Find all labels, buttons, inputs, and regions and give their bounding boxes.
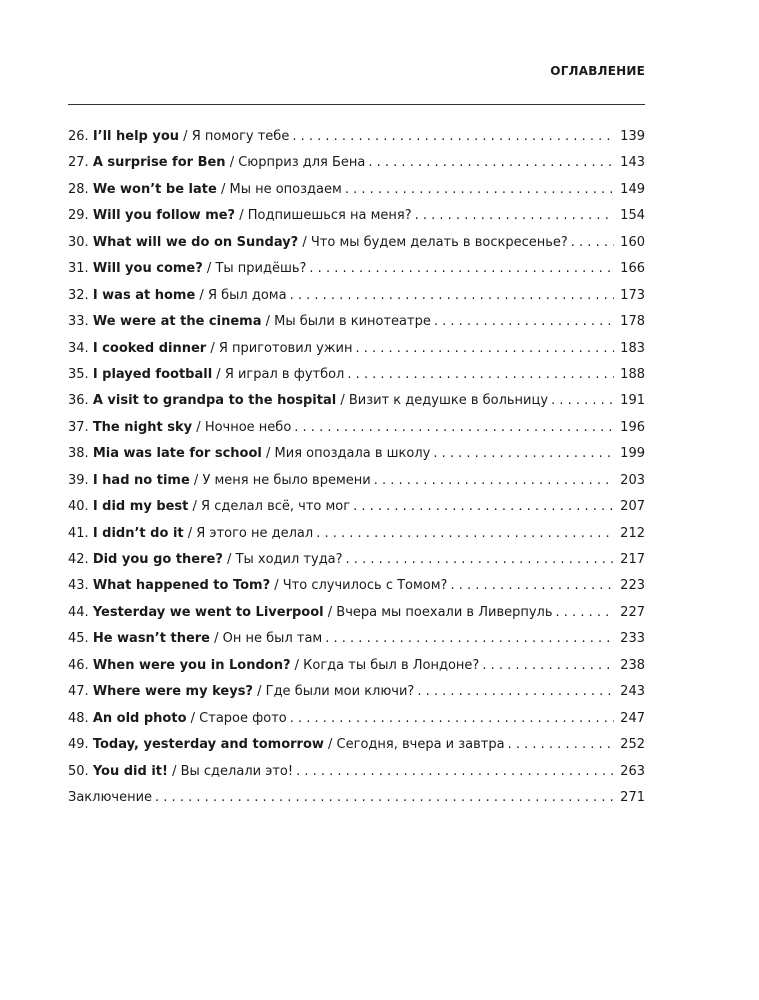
toc-entry-translation: Вы сделали это! bbox=[180, 763, 294, 779]
toc-entry-translation: Сегодня, вчера и завтра bbox=[336, 737, 505, 753]
toc-entry[interactable] bbox=[68, 444, 645, 470]
toc-entry-number: 45. bbox=[68, 631, 93, 647]
toc-entry-translation: Ночное небо bbox=[204, 419, 292, 435]
toc-entry[interactable] bbox=[68, 365, 645, 391]
toc-entry-number: 47. bbox=[68, 684, 93, 700]
toc-entry-number: 38. bbox=[68, 446, 93, 462]
toc-entry-page: 149 bbox=[620, 181, 645, 197]
toc-entry-separator: / bbox=[323, 737, 337, 753]
toc-entry-text bbox=[68, 127, 289, 147]
toc-entry-number: 31. bbox=[68, 261, 93, 277]
toc-entry-separator: / bbox=[195, 287, 208, 303]
toc-entry-page: 247 bbox=[620, 710, 645, 726]
toc-entry-translation: Где были мои ключи? bbox=[265, 684, 415, 700]
toc-entry-separator: / bbox=[179, 129, 192, 144]
toc-entry-translation: Вчера мы поехали в Ливерпуль bbox=[336, 604, 553, 620]
toc-entry-title: Will you come? bbox=[92, 261, 203, 277]
dot-leader bbox=[571, 233, 614, 253]
toc-entry-page: 223 bbox=[620, 578, 645, 594]
toc-entry-text bbox=[68, 391, 548, 411]
dot-leader bbox=[316, 524, 614, 544]
toc-entry-page: 263 bbox=[620, 763, 645, 779]
toc-entry-page: 243 bbox=[620, 684, 645, 700]
toc-entry-text bbox=[68, 286, 287, 306]
toc-entry-translation: Визит к дедушке в больницу bbox=[348, 393, 549, 409]
dot-leader bbox=[434, 312, 614, 332]
toc-entry-translation: Старое фото bbox=[199, 710, 287, 726]
toc-entry-number: 33. bbox=[68, 314, 93, 330]
toc-entry-translation: Когда ты был в Лондоне? bbox=[303, 657, 480, 673]
toc-entry-title: What will we do on Sunday? bbox=[92, 234, 299, 250]
toc-entry-separator: / bbox=[261, 446, 275, 462]
toc-entry-page: 191 bbox=[620, 393, 645, 409]
toc-entry-title: Today, yesterday and tomorrow bbox=[92, 737, 324, 753]
toc-entry-title: An old photo bbox=[92, 710, 187, 726]
toc-entry[interactable] bbox=[68, 180, 645, 206]
toc-entry-page: 238 bbox=[620, 657, 645, 673]
toc-entry-separator: / bbox=[186, 710, 200, 726]
toc-entry-title: When were you in London? bbox=[92, 657, 291, 673]
toc-entry-separator: / bbox=[202, 261, 216, 277]
toc-entry[interactable] bbox=[68, 497, 645, 523]
toc-entry-separator: / bbox=[167, 763, 181, 779]
toc-entry-separator: / bbox=[212, 366, 225, 382]
toc-entry-separator: / bbox=[261, 314, 275, 330]
toc-entry-number: 46. bbox=[68, 657, 93, 673]
toc-entry[interactable] bbox=[68, 709, 645, 735]
toc-entry-number: 36. bbox=[68, 393, 93, 409]
toc-entry-text bbox=[68, 339, 352, 359]
toc-entry-text bbox=[68, 788, 152, 808]
toc-entry-translation: У меня не было времени bbox=[202, 472, 371, 488]
toc-entry[interactable] bbox=[68, 682, 645, 708]
toc-entry-text bbox=[68, 153, 365, 173]
toc-entry[interactable] bbox=[68, 286, 645, 312]
toc-entry-page: 183 bbox=[620, 340, 645, 356]
toc-entry[interactable] bbox=[68, 471, 645, 497]
toc-entry-title: We were at the cinema bbox=[92, 314, 262, 330]
toc-entry-text bbox=[68, 682, 414, 702]
dot-leader bbox=[309, 259, 614, 279]
toc-entry-number: 50. bbox=[68, 763, 93, 779]
toc-entry-separator: / bbox=[188, 499, 202, 515]
toc-entry-text bbox=[68, 471, 371, 491]
toc-entry[interactable] bbox=[68, 391, 645, 417]
toc-entry[interactable] bbox=[68, 629, 645, 655]
dot-leader bbox=[355, 339, 614, 359]
toc-entry-translation: Я приготовил ужин bbox=[218, 340, 353, 356]
toc-entry-title: I did my best bbox=[92, 499, 189, 515]
toc-entry-translation: Сюрприз для Бена bbox=[238, 155, 366, 171]
toc-entry-text bbox=[68, 206, 412, 226]
toc-entry-text bbox=[68, 418, 291, 438]
toc-entry-text bbox=[68, 312, 431, 332]
toc-entry-number: 35. bbox=[68, 366, 93, 382]
toc-entry-page: 217 bbox=[620, 552, 645, 567]
toc-entry-number: 39. bbox=[68, 472, 93, 488]
toc-entry-title: Where were my keys? bbox=[92, 684, 253, 700]
dot-leader bbox=[294, 418, 614, 438]
dot-leader bbox=[374, 471, 614, 491]
toc-entry-translation: Что случилось с Томом? bbox=[282, 578, 448, 594]
toc-entry-title: Did you go there? bbox=[92, 552, 223, 567]
toc-entry-title: A visit to grandpa to the hospital bbox=[92, 393, 337, 409]
toc-entry-translation: Что мы будем делать в воскресенье? bbox=[310, 234, 568, 250]
header-rule bbox=[68, 104, 645, 105]
dot-leader bbox=[551, 391, 614, 411]
dot-leader bbox=[347, 365, 614, 385]
dot-leader bbox=[556, 603, 615, 623]
dot-leader bbox=[346, 550, 615, 570]
toc-entry-page: 252 bbox=[620, 737, 645, 753]
toc-entry-title: Yesterday we went to Liverpool bbox=[92, 604, 324, 620]
toc-entry-page: 199 bbox=[620, 446, 645, 462]
toc-entry-title: What happened to Tom? bbox=[92, 578, 271, 594]
toc-entry-page: 160 bbox=[620, 234, 645, 250]
toc-entry-separator: / bbox=[290, 657, 304, 673]
toc-entry[interactable] bbox=[68, 418, 645, 444]
dot-leader bbox=[415, 206, 615, 226]
toc-entry-text bbox=[68, 550, 343, 570]
toc-entry[interactable] bbox=[68, 206, 645, 232]
toc-entry-title: He wasn’t there bbox=[92, 631, 211, 647]
toc-entry-text bbox=[68, 735, 505, 755]
toc-entry[interactable] bbox=[68, 339, 645, 365]
toc-entry-number: 43. bbox=[68, 578, 93, 594]
toc-entry-page: 212 bbox=[620, 525, 645, 541]
toc-entry-title: I had no time bbox=[92, 472, 190, 488]
toc-entry-translation: Заключение bbox=[68, 789, 153, 805]
toc-entry[interactable] bbox=[68, 762, 645, 788]
toc-entry-text bbox=[68, 656, 479, 676]
toc-entry-number: 28. bbox=[68, 181, 93, 197]
toc-entry-text bbox=[68, 576, 447, 596]
toc-entry-page: 139 bbox=[620, 129, 645, 144]
toc-entry-translation: Он не был там bbox=[222, 631, 323, 647]
toc-entry[interactable] bbox=[68, 524, 645, 550]
toc-entry-number: 27. bbox=[68, 155, 93, 171]
dot-leader bbox=[290, 709, 614, 729]
toc-entry-page: 233 bbox=[620, 631, 645, 647]
toc-entry-page: 271 bbox=[620, 789, 645, 805]
toc-entry-separator: / bbox=[298, 234, 311, 250]
toc-entry-page: 188 bbox=[620, 366, 645, 382]
toc-entry-separator: / bbox=[252, 684, 266, 700]
toc-entry-page: 203 bbox=[620, 472, 645, 488]
toc-entry-translation: Мы не опоздаем bbox=[229, 181, 342, 197]
toc-entry-number: 29. bbox=[68, 208, 93, 224]
toc-entry-number: 40. bbox=[68, 499, 93, 515]
dot-leader bbox=[482, 656, 614, 676]
toc-entry-title: I played football bbox=[92, 366, 213, 382]
dot-leader bbox=[155, 788, 614, 808]
toc-entry-translation: Ты придёшь? bbox=[215, 261, 307, 277]
toc-entry-title: We won’t be late bbox=[92, 181, 217, 197]
toc-entry-separator: / bbox=[270, 578, 283, 594]
toc-entry-text bbox=[68, 524, 313, 544]
toc-entry-title: I cooked dinner bbox=[92, 340, 207, 356]
toc-entry-text bbox=[68, 365, 344, 385]
toc-entry-separator: / bbox=[235, 208, 248, 224]
toc-entry-text bbox=[68, 709, 287, 729]
dot-leader bbox=[417, 682, 614, 702]
toc-entry-separator: / bbox=[225, 155, 239, 171]
toc-entry-number: 49. bbox=[68, 737, 93, 753]
toc-entry-page: 154 bbox=[620, 208, 645, 224]
toc-entry-number: 41. bbox=[68, 525, 93, 541]
toc-entry-number: 42. bbox=[68, 552, 93, 567]
toc-entry-page: 166 bbox=[620, 261, 645, 277]
toc-entry-translation: Я сделал всё, что мог bbox=[201, 499, 351, 515]
toc-entry-title: Will you follow me? bbox=[92, 208, 236, 224]
toc-entry-translation: Ты ходил туда? bbox=[235, 552, 343, 567]
toc-entry-translation: Мы были в кинотеатре bbox=[274, 314, 431, 330]
toc-entry-title: You did it! bbox=[92, 763, 168, 779]
toc-entry-separator: / bbox=[206, 340, 219, 356]
toc-entry-title: I’ll help you bbox=[92, 129, 180, 144]
dot-leader bbox=[433, 444, 614, 464]
toc-entry-number: 37. bbox=[68, 419, 93, 435]
dot-leader bbox=[508, 735, 615, 755]
toc-entry-separator: / bbox=[183, 525, 197, 541]
toc-entry-translation: Я помогу тебе bbox=[191, 129, 290, 144]
toc-entry-separator: / bbox=[189, 472, 203, 488]
toc-entry-text bbox=[68, 233, 568, 253]
dot-leader bbox=[345, 180, 614, 200]
dot-leader bbox=[353, 497, 614, 517]
table-of-contents bbox=[68, 127, 645, 814]
toc-entry-text bbox=[68, 444, 430, 464]
toc-entry-text bbox=[68, 629, 322, 649]
toc-entry[interactable] bbox=[68, 259, 645, 285]
toc-entry[interactable] bbox=[68, 153, 645, 179]
toc-entry[interactable] bbox=[68, 127, 645, 153]
toc-entry-page: 227 bbox=[620, 604, 645, 620]
toc-entry[interactable] bbox=[68, 735, 645, 761]
toc-entry-page: 173 bbox=[620, 287, 645, 303]
toc-entry[interactable] bbox=[68, 233, 645, 259]
toc-entry-page: 196 bbox=[620, 419, 645, 435]
toc-entry-number: 30. bbox=[68, 234, 93, 250]
toc-entry-title: The night sky bbox=[92, 419, 193, 435]
running-head: ОГЛАВЛЕНИЕ bbox=[550, 64, 645, 78]
toc-entry-number: 48. bbox=[68, 710, 93, 726]
toc-entry-translation: Я играл в футбол bbox=[224, 366, 345, 382]
toc-entry-translation: Подпишешься на меня? bbox=[247, 208, 412, 224]
toc-entry[interactable] bbox=[68, 550, 645, 576]
dot-leader bbox=[296, 762, 614, 782]
toc-entry-page: 178 bbox=[620, 314, 645, 330]
dot-leader bbox=[290, 286, 615, 306]
toc-entry[interactable] bbox=[68, 603, 645, 629]
toc-entry-text bbox=[68, 259, 306, 279]
toc-entry-number: 44. bbox=[68, 604, 93, 620]
toc-entry-separator: / bbox=[210, 631, 223, 647]
toc-entry-number: 34. bbox=[68, 340, 93, 356]
toc-entry[interactable] bbox=[68, 656, 645, 682]
toc-entry-page: 143 bbox=[620, 155, 645, 171]
toc-entry-title: I didn’t do it bbox=[92, 525, 184, 541]
toc-entry-conclusion[interactable] bbox=[68, 788, 645, 814]
toc-entry-text bbox=[68, 497, 350, 517]
toc-entry-translation: Я этого не делал bbox=[196, 525, 314, 541]
toc-entry-text bbox=[68, 180, 342, 200]
toc-entry-page: 207 bbox=[620, 499, 645, 515]
toc-entry-separator: / bbox=[192, 419, 205, 435]
dot-leader bbox=[325, 629, 614, 649]
toc-entry-number: 32. bbox=[68, 287, 93, 303]
toc-entry-title: Mia was late for school bbox=[92, 446, 262, 462]
toc-entry-separator: / bbox=[222, 552, 236, 567]
toc-entry-separator: / bbox=[323, 604, 337, 620]
toc-entry-translation: Я был дома bbox=[207, 287, 287, 303]
toc-entry-title: I was at home bbox=[92, 287, 196, 303]
dot-leader bbox=[368, 153, 614, 173]
dot-leader bbox=[292, 127, 614, 147]
toc-entry[interactable] bbox=[68, 576, 645, 602]
toc-entry-translation: Мия опоздала в школу bbox=[274, 446, 431, 462]
toc-entry-title: A surprise for Ben bbox=[92, 155, 226, 171]
toc-entry-separator: / bbox=[216, 181, 230, 197]
toc-entry-number: 26. bbox=[68, 129, 93, 144]
toc-entry-separator: / bbox=[336, 393, 349, 409]
toc-entry-text bbox=[68, 762, 293, 782]
toc-entry[interactable] bbox=[68, 312, 645, 338]
toc-entry-text bbox=[68, 603, 553, 623]
dot-leader bbox=[450, 576, 614, 596]
